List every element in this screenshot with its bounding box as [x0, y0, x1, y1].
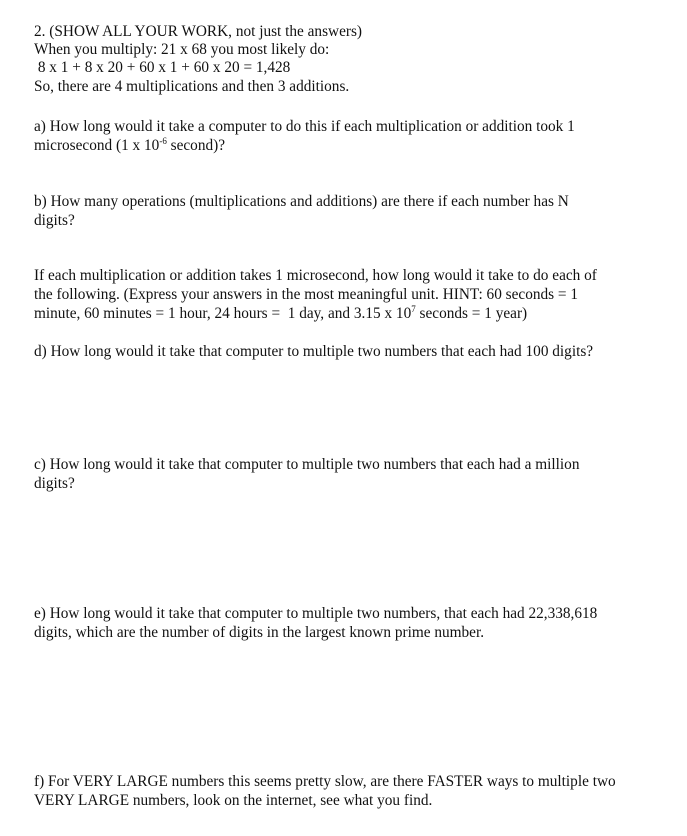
instructions-line: If each multiplication or addition takes 1 microsecond, how long would it take to do each of [34, 267, 597, 284]
question-b-text: b) How many operations (multiplications and additions) are there if each number has N [34, 193, 569, 210]
question-d-text: d) How long would it take that computer to multiple two numbers that each had 100 digits? [34, 343, 594, 360]
question-a-text: a) How long would it take a computer to do this if each multiplication or addition took 1 [34, 118, 575, 135]
exponent: 7 [411, 304, 416, 314]
question-f-text-cont: VERY LARGE numbers, look on the internet, see what you find. [34, 792, 433, 809]
question-b-text-cont: digits? [34, 212, 75, 229]
question-c-text-cont: digits? [34, 475, 75, 492]
question-e-text-cont: digits, which are the number of digits in the largest known prime number. [34, 624, 485, 641]
question-f-text: f) For VERY LARGE numbers this seems pretty slow, are there FASTER ways to multiple two [34, 773, 616, 790]
instructions-line: the following. (Express your answers in the most meaningful unit. HINT: 60 seconds = 1 [34, 286, 579, 303]
problem-intro: When you multiply: 21 x 68 you most likely do: [34, 41, 330, 58]
question-c-text: c) How long would it take that computer to multiple two numbers that each had a million [34, 456, 580, 473]
instructions-line: minute, 60 minutes = 1 hour, 24 hours = 1 day, and 3.15 x $10^7$ seconds = 1 year) [34, 304, 528, 322]
question-e-text: e) How long would it take that computer to multiple two numbers, that each had 22,338,618 [34, 605, 598, 622]
problem-expansion: 8 x 1 + 8 x 20 + 60 x 1 + 60 x 20 = 1,428 [34, 59, 291, 76]
exponent: -6 [159, 136, 167, 146]
question-a-text-cont: microsecond (1 x $10^{-6}$ second)? [34, 136, 226, 154]
problem-title: 2. (SHOW ALL YOUR WORK, not just the answers) [34, 23, 363, 40]
problem-summary: So, there are 4 multiplications and then 3 additions. [34, 78, 350, 95]
